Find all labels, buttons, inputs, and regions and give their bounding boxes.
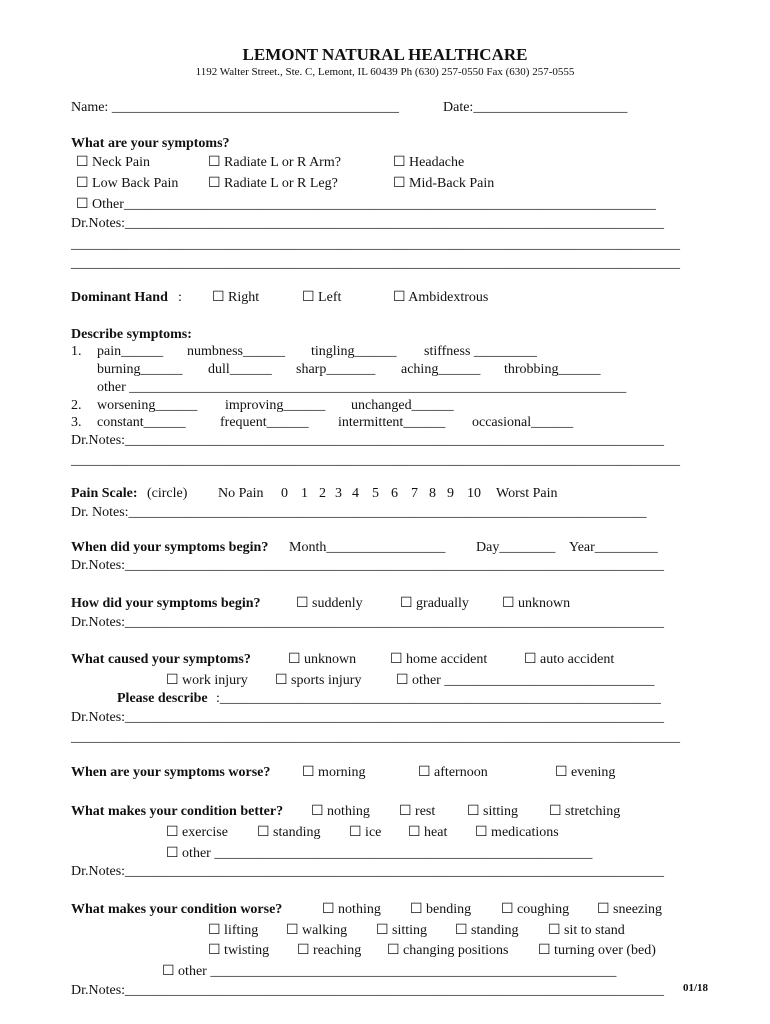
throbbing-field[interactable]: throbbing______ <box>504 362 601 377</box>
home-accident-checkbox[interactable]: ☐ home accident <box>390 652 488 667</box>
year-field[interactable]: Year_________ <box>569 540 658 555</box>
worse-sitting-checkbox[interactable]: ☐ sitting <box>376 923 428 938</box>
reaching-checkbox[interactable]: ☐ reaching <box>297 943 362 958</box>
worse-standing-checkbox[interactable]: ☐ standing <box>455 923 519 938</box>
better-dr-notes[interactable]: Dr.Notes:_____________________________________________________________________________ <box>71 864 665 879</box>
unchanged-field[interactable]: unchanged______ <box>351 398 454 413</box>
pain-scale-dr-notes[interactable]: Dr. Notes:__________________________________________________________________________ <box>71 505 647 520</box>
name-field[interactable]: Name: _________________________________________ <box>71 100 399 115</box>
pain-scale-option[interactable]: 6 <box>391 486 398 501</box>
auto-accident-checkbox[interactable]: ☐ auto accident <box>524 652 615 667</box>
frequent-field[interactable]: frequent______ <box>220 415 309 430</box>
coughing-checkbox[interactable]: ☐ coughing <box>501 902 570 917</box>
worse-when-question: When are your symptoms worse? <box>71 765 271 780</box>
low-back-pain-checkbox[interactable]: ☐ Low Back Pain <box>76 176 179 191</box>
heat-checkbox[interactable]: ☐ heat <box>408 825 448 840</box>
better-other-field[interactable]: ☐ other ______________________________________________________ <box>166 846 593 861</box>
walking-checkbox[interactable]: ☐ walking <box>286 923 348 938</box>
bending-checkbox[interactable]: ☐ bending <box>410 902 472 917</box>
describe-notes-line[interactable]: _______________________________________________________________________________________ <box>71 453 680 468</box>
burning-field[interactable]: burning______ <box>97 362 183 377</box>
medications-checkbox[interactable]: ☐ medications <box>475 825 559 840</box>
rest-checkbox[interactable]: ☐ rest <box>399 804 436 819</box>
please-describe-label: Please describe <box>117 691 208 706</box>
gradually-checkbox[interactable]: ☐ gradually <box>400 596 469 611</box>
symptom-other-field[interactable]: ☐ Other____________________________________________________________________________ <box>76 197 656 212</box>
when-begin-question: When did your symptoms begin? <box>71 540 269 555</box>
stiffness-field[interactable]: stiffness _________ <box>424 344 537 359</box>
pain-scale-option[interactable]: 10 <box>467 486 481 501</box>
no-pain-label: No Pain <box>218 486 264 501</box>
worsening-field[interactable]: worsening______ <box>97 398 198 413</box>
afternoon-checkbox[interactable]: ☐ afternoon <box>418 765 488 780</box>
dominant-hand-colon: : <box>178 290 182 305</box>
ice-checkbox[interactable]: ☐ ice <box>349 825 382 840</box>
headache-checkbox[interactable]: ☐ Headache <box>393 155 465 170</box>
dull-field[interactable]: dull______ <box>208 362 272 377</box>
aching-field[interactable]: aching______ <box>401 362 481 377</box>
worst-pain-label: Worst Pain <box>496 486 558 501</box>
radiate-leg-checkbox[interactable]: ☐ Radiate L or R Leg? <box>208 176 338 191</box>
how-begin-dr-notes[interactable]: Dr.Notes:_____________________________________________________________________________ <box>71 615 665 630</box>
caused-notes-line[interactable]: _______________________________________________________________________________________ <box>71 730 680 745</box>
pain-scale-option[interactable]: 4 <box>352 486 359 501</box>
numbness-field[interactable]: numbness______ <box>187 344 285 359</box>
pain-scale-option[interactable]: 1 <box>301 486 308 501</box>
pain-field[interactable]: pain______ <box>97 344 164 359</box>
symptoms-notes-line[interactable]: _______________________________________________________________________________________ <box>71 237 680 252</box>
turning-over-checkbox[interactable]: ☐ turning over (bed) <box>538 943 656 958</box>
symptoms-notes-line[interactable]: _______________________________________________________________________________________ <box>71 256 680 271</box>
list-number: 3. <box>71 415 82 430</box>
page-title: LEMONT NATURAL HEALTHCARE <box>242 45 528 64</box>
suddenly-checkbox[interactable]: ☐ suddenly <box>296 596 363 611</box>
revision-code: 01/18 <box>683 982 709 994</box>
sports-injury-checkbox[interactable]: ☐ sports injury <box>275 673 362 688</box>
sharp-field[interactable]: sharp_______ <box>296 362 376 377</box>
pain-scale-option[interactable]: 3 <box>335 486 342 501</box>
changing-positions-checkbox[interactable]: ☐ changing positions <box>387 943 509 958</box>
better-nothing-checkbox[interactable]: ☐ nothing <box>311 804 370 819</box>
month-field[interactable]: Month_________________ <box>289 540 446 555</box>
occasional-field[interactable]: occasional______ <box>472 415 574 430</box>
sit-to-stand-checkbox[interactable]: ☐ sit to stand <box>548 923 625 938</box>
describe-cause-field[interactable]: :_______________________________________________________________ <box>216 691 661 706</box>
better-sitting-checkbox[interactable]: ☐ sitting <box>467 804 519 819</box>
worse-other-field[interactable]: ☐ other __________________________________________________________ <box>162 964 617 979</box>
pain-scale-option[interactable]: 0 <box>281 486 288 501</box>
sneezing-checkbox[interactable]: ☐ sneezing <box>597 902 663 917</box>
tingling-field[interactable]: tingling______ <box>311 344 397 359</box>
dominant-hand-label: Dominant Hand <box>71 290 168 305</box>
left-hand-checkbox[interactable]: ☐ Left <box>302 290 342 305</box>
better-standing-checkbox[interactable]: ☐ standing <box>257 825 321 840</box>
worse-dr-notes[interactable]: Dr.Notes:_____________________________________________________________________________ <box>71 983 665 998</box>
mid-back-pain-checkbox[interactable]: ☐ Mid-Back Pain <box>393 176 495 191</box>
caused-question: What caused your symptoms? <box>71 652 251 667</box>
unknown-checkbox[interactable]: ☐ unknown <box>502 596 571 611</box>
morning-checkbox[interactable]: ☐ morning <box>302 765 366 780</box>
describe-symptoms-label: Describe symptoms: <box>71 327 192 342</box>
lifting-checkbox[interactable]: ☐ lifting <box>208 923 259 938</box>
day-field[interactable]: Day________ <box>476 540 556 555</box>
pain-scale-option[interactable]: 5 <box>372 486 379 501</box>
twisting-checkbox[interactable]: ☐ twisting <box>208 943 270 958</box>
pain-scale-option[interactable]: 9 <box>447 486 454 501</box>
right-hand-checkbox[interactable]: ☐ Right <box>212 290 260 305</box>
symptoms-question: What are your symptoms? <box>71 136 230 151</box>
worse-question: What makes your condition worse? <box>71 902 283 917</box>
radiate-arm-checkbox[interactable]: ☐ Radiate L or R Arm? <box>208 155 341 170</box>
better-question: What makes your condition better? <box>71 804 284 819</box>
describe-other-field[interactable]: other _______________________________________________________________________ <box>97 380 627 395</box>
stretching-checkbox[interactable]: ☐ stretching <box>549 804 621 819</box>
list-number: 2. <box>71 398 82 413</box>
evening-checkbox[interactable]: ☐ evening <box>555 765 616 780</box>
intermittent-field[interactable]: intermittent______ <box>338 415 446 430</box>
improving-field[interactable]: improving______ <box>225 398 326 413</box>
cause-other-field[interactable]: ☐ other ______________________________ <box>396 673 655 688</box>
clinic-address: 1192 Walter Street., Ste. C, Lemont, IL 60439 Ph (630) 257-0550 Fax (630) 257-0555 <box>195 66 575 78</box>
ambidextrous-checkbox[interactable]: ☐ Ambidextrous <box>393 290 489 305</box>
pain-scale-option[interactable]: 8 <box>429 486 436 501</box>
list-number: 1. <box>71 344 82 359</box>
work-injury-checkbox[interactable]: ☐ work injury <box>166 673 248 688</box>
exercise-checkbox[interactable]: ☐ exercise <box>166 825 228 840</box>
pain-scale-circle-note: (circle) <box>147 486 188 501</box>
when-begin-dr-notes[interactable]: Dr.Notes:_____________________________________________________________________________ <box>71 558 665 573</box>
date-field[interactable]: Date:______________________ <box>443 100 628 115</box>
symptoms-dr-notes[interactable]: Dr.Notes:_____________________________________________________________________________ <box>71 216 665 231</box>
cause-unknown-checkbox[interactable]: ☐ unknown <box>288 652 357 667</box>
describe-dr-notes[interactable]: Dr.Notes:_____________________________________________________________________________ <box>71 433 665 448</box>
constant-field[interactable]: constant______ <box>97 415 186 430</box>
neck-pain-checkbox[interactable]: ☐ Neck Pain <box>76 155 150 170</box>
pain-scale-label: Pain Scale: <box>71 486 138 501</box>
how-begin-question: How did your symptoms begin? <box>71 596 261 611</box>
pain-scale-option[interactable]: 7 <box>411 486 418 501</box>
pain-scale-option[interactable]: 2 <box>319 486 326 501</box>
caused-dr-notes[interactable]: Dr.Notes:_____________________________________________________________________________ <box>71 710 665 725</box>
worse-nothing-checkbox[interactable]: ☐ nothing <box>322 902 381 917</box>
